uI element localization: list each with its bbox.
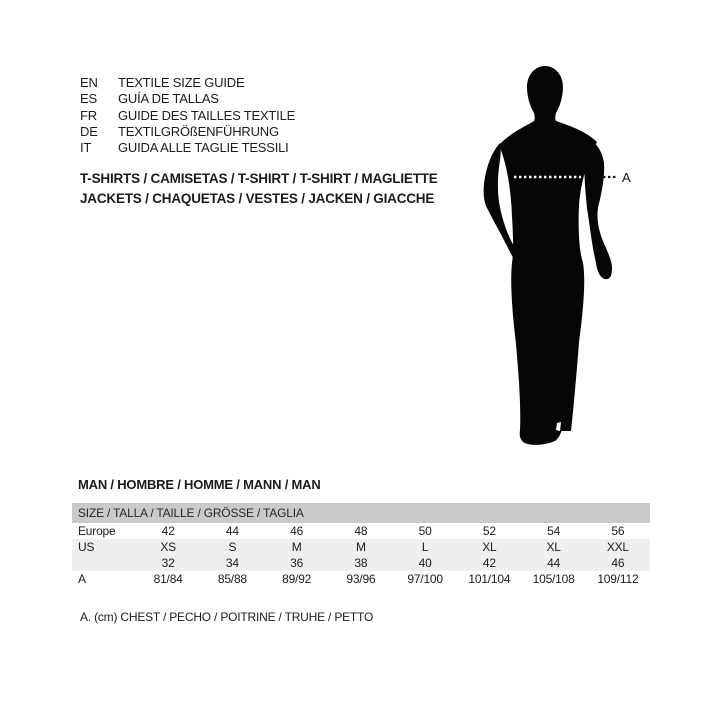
size-cell: 48: [354, 524, 368, 538]
language-label: TEXTILE SIZE GUIDE: [118, 75, 245, 90]
table-row: [72, 523, 650, 539]
size-cell: 46: [611, 556, 625, 570]
size-cell: 52: [482, 524, 496, 538]
size-cell: 50: [418, 524, 432, 538]
language-code: ES: [80, 91, 97, 107]
size-cell: M: [355, 540, 366, 554]
product-lines: [80, 169, 438, 209]
size-cell: XS: [160, 540, 176, 554]
size-cell: 32: [161, 556, 175, 570]
size-cell: 42: [161, 524, 175, 538]
size-cell: XXL: [606, 540, 629, 554]
man-silhouette: [450, 50, 650, 460]
size-cell: XL: [482, 540, 497, 554]
size-cell: 44: [547, 556, 561, 570]
size-cell: 40: [418, 556, 432, 570]
measure-label-a: A: [622, 170, 631, 185]
size-cell: S: [228, 540, 237, 554]
section-title: MAN / HOMBRE / HOMME / MANN / MAN: [78, 477, 321, 492]
size-cell: M: [291, 540, 302, 554]
man-silhouette-figure: [450, 50, 650, 460]
row-label: [72, 555, 136, 571]
product-line: T-SHIRTS / CAMISETAS / T-SHIRT / T-SHIRT / MAGLIETTE: [80, 171, 438, 186]
table-header-bar: SIZE / TALLA / TAILLE / GRÖSSE / TAGLIA: [72, 503, 650, 523]
product-line: JACKETS / CHAQUETAS / VESTES / JACKEN / GIACCHE: [80, 191, 435, 206]
size-cell: 46: [290, 524, 304, 538]
size-cell: 54: [547, 524, 561, 538]
language-label: GUIDA ALLE TAGLIE TESSILI: [118, 140, 289, 156]
size-cell: 85/88: [217, 572, 247, 586]
footnote: A. (cm) CHEST / PECHO / POITRINE / TRUHE / PETTO: [80, 610, 374, 624]
table-row: [72, 571, 650, 587]
language-code: DE: [80, 123, 98, 139]
size-cell: 81/84: [153, 572, 183, 586]
language-code: FR: [80, 107, 97, 123]
size-cell: 38: [354, 556, 368, 570]
size-cell: 44: [225, 524, 239, 538]
language-row-en: [80, 75, 295, 91]
man-right-arm-shape: [583, 135, 612, 279]
size-cell: 105/108: [532, 572, 575, 586]
size-cell: 42: [482, 556, 496, 570]
size-cell: 93/96: [346, 572, 376, 586]
language-label: TEXTILGRÖßENFÜHRUNG: [118, 123, 279, 139]
language-row-es: [80, 91, 295, 107]
language-row-it: [80, 140, 295, 156]
language-list: [80, 75, 295, 156]
row-label: US: [78, 540, 95, 554]
language-code: EN: [80, 75, 98, 90]
size-cell: 101/104: [468, 572, 511, 586]
table-body: [72, 523, 650, 587]
size-cell: 56: [611, 524, 625, 538]
size-cell: 97/100: [407, 572, 443, 586]
language-row-de: [80, 124, 295, 140]
size-cell: 89/92: [282, 572, 312, 586]
size-cell: L: [421, 540, 429, 554]
table-row: [72, 555, 650, 571]
row-label: A: [78, 572, 86, 586]
size-table: [72, 503, 650, 587]
language-code: IT: [80, 140, 92, 156]
language-label: GUÍA DE TALLAS: [118, 91, 219, 107]
language-row-fr: [80, 108, 295, 124]
size-cell: 36: [290, 556, 304, 570]
size-cell: 109/112: [597, 572, 639, 586]
table-row: [72, 539, 650, 555]
size-cell: 34: [225, 556, 239, 570]
row-label: Europe: [78, 524, 116, 538]
language-label: GUIDE DES TAILLES TEXTILE: [118, 107, 296, 123]
size-cell: XL: [546, 540, 561, 554]
